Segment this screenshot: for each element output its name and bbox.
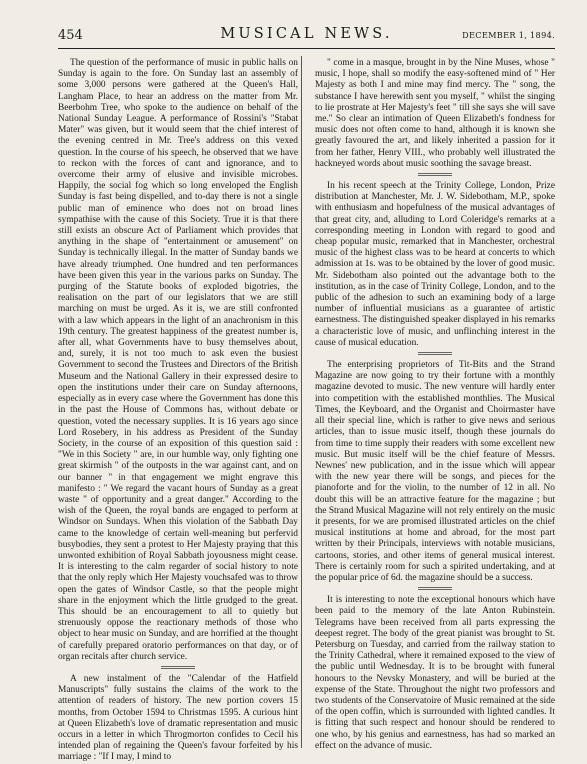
issue-date: DECEMBER 1, 1894. [462, 30, 555, 40]
page-header [58, 26, 555, 49]
article-sunday-music: The question of the performance of music in public halls on Sunday is again to the fore. On Sunday last an assembly of some 3,000 persons were gathered at the Queen's Hall, Langham Place, to hear an address on the matter from Mr. Beerbohm Tree, who spoke to the audience on behalf of the National Sunday League. A performance of Rossini's "Stabat Mater" was given, but it would seem that the chief interest of the evening centred in Mr. Tree's address on this vexed question. In the course of his speech, he observed that we have to reckon with the forces of cant and ignorance, and to overcome their army of elusive and invisible microbes. Happily, the social fog which so long enveloped the English Sunday is fast being dispelled, and to-day there is not a single public man of eminence who does not on broad lines sympathise with the cause of this Society. True it is that there still exists an obscure Act of Parliament which provides that anything in the shape of "entertainment or amusement" on Sunday is technically illegal. In the matter of Sunday bands we have already triumphed. One hundred and ten performances have been given this year in the various parks on Sunday. The purging of the Statute books of exploded bigotries, the realisation on the part of our legislators that we are still marching on must be urged. As it is, we are still confronted with a law which appears in the light of an anachronism in this 19th century. The greatest happiness of the greatest number is, after all, what Governments have to busy themselves about, and, surely, it is not too much to ask even the busiest Government to second the Trustees and Directors of the British Museum and the National Gallery in their expressed desire to open the institutions under their care on Sunday afternoons, especially as in every case where the Government has done this in the past the House of Commons has, without debate or question, voted the necessary supplies. It is 16 years ago since Lord Rosebery, in his address as President of the Sunday Society, in the course of an exposition of this question said : "We in this Society " are, in our humble way, only fighting one great skirmish " of the outposts in the war against cant, and on our banner " in that engagement we might engrave this manifesto : " We regard the vacant hours of Sunday as a great waste " of opportunity and a great danger." According to the wish of the Queen, the royal bands are engaged to perform at Windsor on Sundays. When this violation of the Sabbath Day came to the knowledge of certain well-meaning but perfervid busybodies, they sent a protest to Her Majesty praying that this unwonted exhibition of Royal Sabbath joyousness might cease. It is interesting to the calm regarder of social history to note that the only reply which Her Majesty vouchsafed was to throw open the gates of Windsor Castle, so that the people might share in the enjoyment which the little grudged to the great. This should be an encouragement to all to quietly but strenuously oppose the reactionary methods of those who object to hear music on Sunday, and are horrified at the thought of carefully prepared oratorio performances on that day, or of organ recitals after church service. [58, 58, 298, 662]
article-strand-musical-magazine: The enterprising proprietors of Tit-Bits and the Strand Magazine are now going to try their fortune with a monthly magazine devoted to music. The new venture will hardly enter into competition with the established monthlies. The Musical Times, the Keyboard, and the Organist and Choirmaster have all their special line, which is rather to give news and serious articles, than to issue music itself, though these journals do from time to time supply their readers with some excellent new music. But music itself will be the chief feature of Messrs. Newnes' new publication, and in the issue which will appear with the new year there will be songs, and pieces for the pianoforte and for the violin, to the number of 12 in all. No doubt this will be an attractive feature for the magazine ; but the Strand Musical Magazine will not rely entirely on the music it presents, for we are promised illustrated articles on the chief musical institutions at home and abroad, for the most part written by their Principals, interviews with notable musicians, cartoons, stories, and other items of general musical interest. There is certainly room for such a spirited undertaking, and at the popular price of 6d. the magazine should be a success. [315, 360, 555, 583]
right-column [315, 58, 555, 752]
masthead-title: MUSICAL NEWS. [220, 26, 393, 42]
article-trinity-college: In his recent speech at the Trinity College, London, Prize distribution at Manchester, Mr. J. W. Sidebotham, M.P., spoke with enthusiasm and hopefulness of the musical advantages of that great city, and, alluding to Lord Coleridge's remarks at a corresponding meeting in London with regard to good and cheap popular music, remarked that in Manchester, orchestral music of the highest class was to be heard at concerts to which admission at 1s. was to be obtained by the lover of good music. Mr. Sidebotham also pointed out the advantage both to the institution, as in the case of Trinity College, London, and to the public of the adhesion to such an examining body of a large number of influential musicians as a guarantee of artistic earnestness. The distinguished speaker displayed in his remarks a characteristic love of music, and unflinching interest in the cause of musical education. [315, 181, 555, 348]
left-column [58, 58, 298, 764]
article-separator [418, 587, 452, 590]
page-number: 454 [58, 28, 83, 43]
article-separator [161, 666, 195, 669]
column-divider [301, 56, 302, 748]
article-continuation-masque: " come in a masque, brought in by the Nine Muses, whose " music, I hope, shall so modify the easy-softened mind of " Her Majesty as both I and mine may find mercy. The " song, the substance I have herewith sent you myself, " whilst the singing to lie prostrate at Her Majesty's feet " till she says she will save me." So clear an intimation of Queen Elizabeth's fondness for music does not often come to hand, although it is known she greatly favoured the art, and likely inherited a passion for it from her father, Henry VIII., who probably well illustrated the hackneyed words about music soothing the savage breast. [315, 58, 555, 169]
article-separator [418, 352, 452, 355]
article-separator [418, 173, 452, 176]
article-hatfield-manuscripts: A new instalment of the "Calendar of the Hatfield Manuscripts" fully sustains the claims of the work to the attention of readers of history. The new portion covers 15 months, from October 1594 to Christmas 1595. A curious hint at Queen Elizabeth's love of dramatic representation and music occurs in a letter in which Throgmorton confides to Cecil his intended plan of regaining the Queen's favour forfeited by his marriage : "If I may, I mind to [58, 673, 298, 763]
article-rubinstein: It is interesting to note the exceptional honours which have been paid to the memory of the late Anton Rubinstein. Telegrams have been received from all parts expressing the deepest regret. The body of the great pianist was brought to St. Petersburg on Tuesday, and carried from the railway station to the Trinity Cathedral, where it remained exposed to the view of the public until Wednesday. It is to be brought with funeral honours to the Nevsky Monastery, and will be buried at the expense of the State. Throughout the night two professors and two students of the Conservatoire of Music remained at the side of the open coffin, which is surrounded with lighted candles. It is fitting that such respect and honour should be rendered to one who, by his genius and earnestness, has had so marked an effect on the advance of music. [315, 595, 555, 751]
